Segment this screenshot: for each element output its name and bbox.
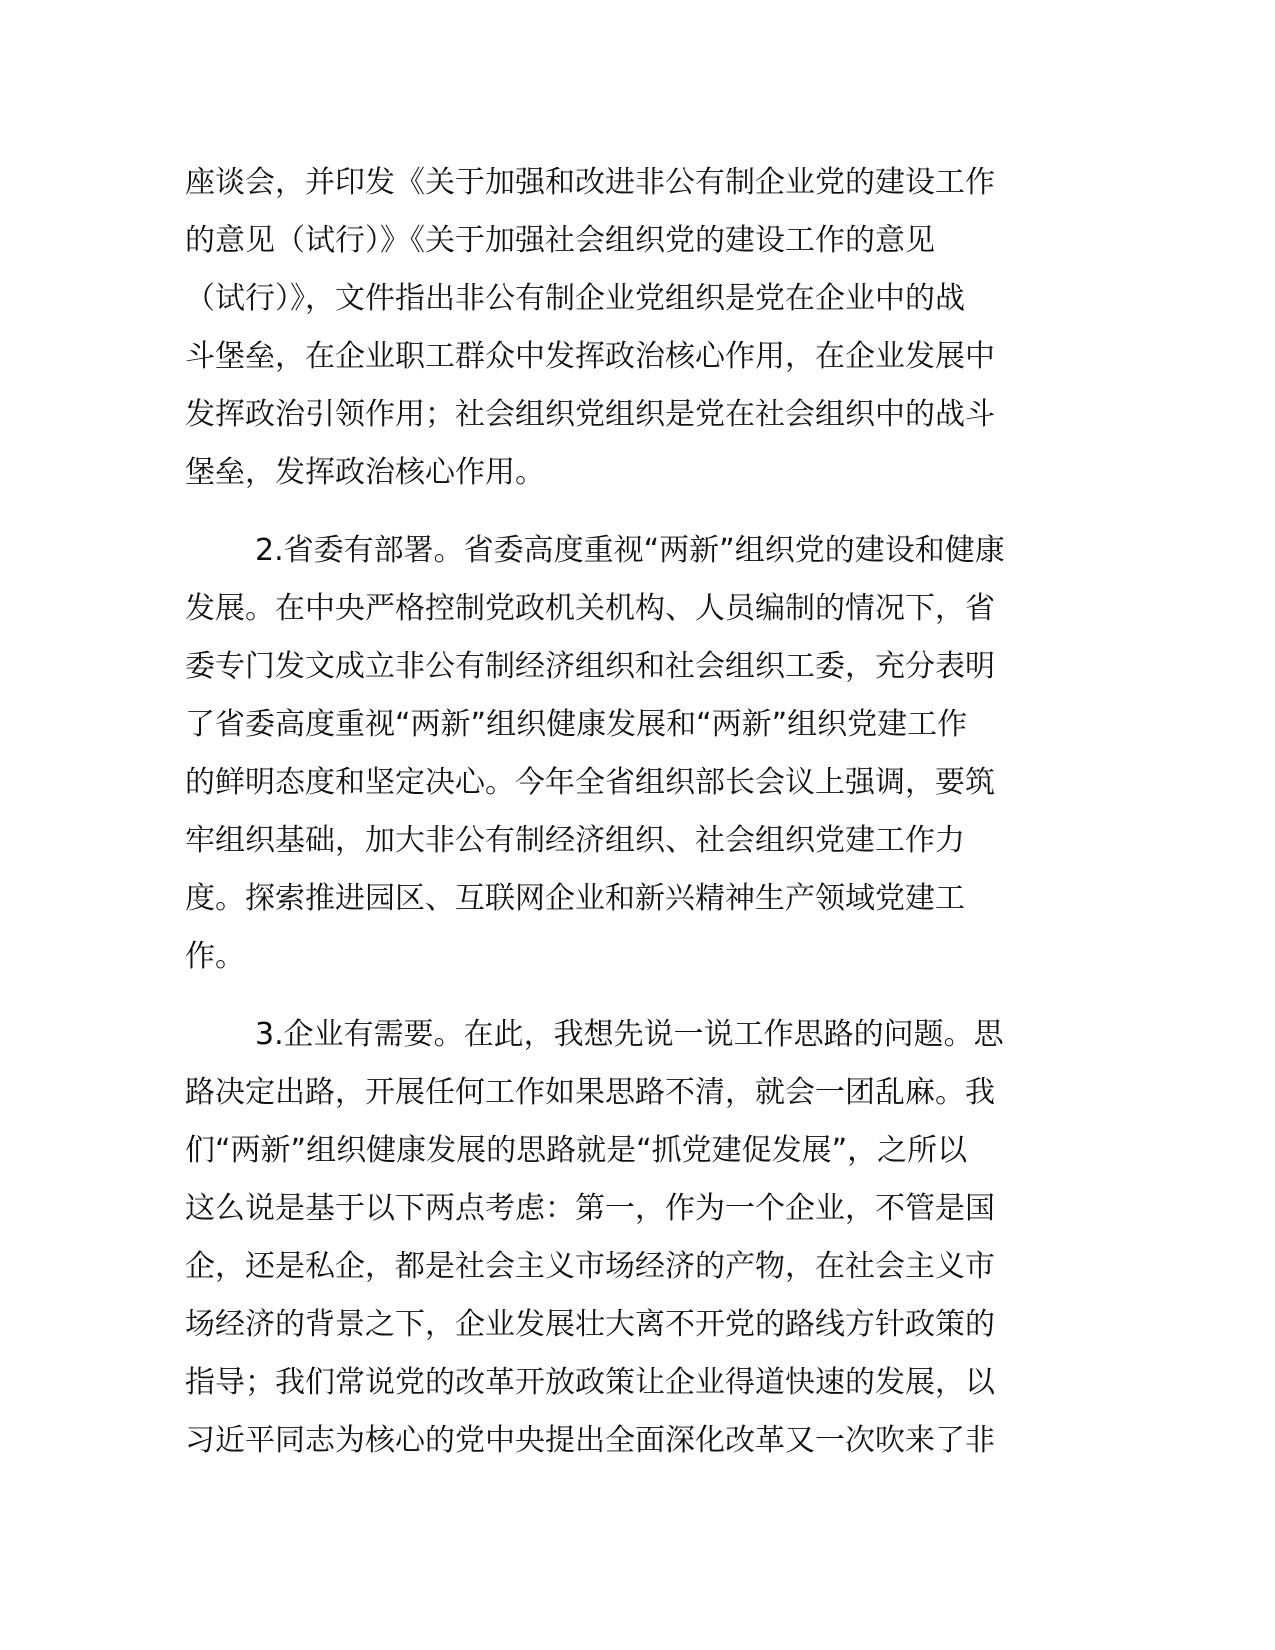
text-line: 指导；我们常说党的改革开放政策让企业得道快速的发展，以 (185, 1365, 995, 1400)
text-line: 们“两新”组织健康发展的思路就是“抓党建促发展”，之所以 (185, 1133, 968, 1168)
text-line: 作。 (185, 939, 245, 974)
paragraph-enterprise-needs (185, 1006, 1095, 1470)
paragraph-gap (185, 986, 1095, 1006)
text-line: 委专门发文成立非公有制经济组织和社会组织工委，充分表明 (185, 649, 995, 684)
text-line: 2.省委有部署。省委高度重视“两新”组织党的建设和健康 (255, 533, 1005, 568)
text-line: （试行）》，文件指出非公有制企业党组织是党在企业中的战 (185, 281, 965, 316)
paragraph-continuation (185, 154, 1095, 502)
text-line: 路决定出路，开展任何工作如果思路不清，就会一团乱麻。我 (185, 1075, 995, 1110)
text-line: 度。探索推进园区、互联网企业和新兴精神生产领域党建工 (185, 881, 965, 916)
text-line: 发挥政治引领作用；社会组织党组织是党在社会组织中的战斗 (185, 397, 995, 432)
text-line: 场经济的背景之下，企业发展壮大离不开党的路线方针政策的 (185, 1307, 995, 1342)
text-line: 的鲜明态度和坚定决心。今年全省组织部长会议上强调，要筑 (185, 765, 995, 800)
text-line: 企，还是私企，都是社会主义市场经济的产物，在社会主义市 (185, 1249, 995, 1284)
text-line: 这么说是基于以下两点考虑：第一，作为一个企业，不管是国 (185, 1191, 995, 1226)
paragraph-gap (185, 502, 1095, 522)
document-body (185, 154, 1095, 1470)
text-line: 发展。在中央严格控制党政机关机构、人员编制的情况下，省 (185, 591, 995, 626)
text-line: 3.企业有需要。在此，我想先说一说工作思路的问题。思 (255, 1017, 1004, 1052)
text-line: 牢组织基础，加大非公有制经济组织、社会组织党建工作力 (185, 823, 965, 858)
text-line: 斗堡垒，在企业职工群众中发挥政治核心作用，在企业发展中 (185, 339, 995, 374)
text-line: 了省委高度重视“两新”组织健康发展和“两新”组织党建工作 (185, 707, 968, 742)
text-line: 的意见（试行）》《关于加强社会组织党的建设工作的意见 (185, 223, 935, 258)
text-line: 习近平同志为核心的党中央提出全面深化改革又一次吹来了非 (185, 1423, 995, 1458)
text-line: 堡垒，发挥政治核心作用。 (185, 455, 545, 490)
text-line: 座谈会，并印发《关于加强和改进非公有制企业党的建设工作 (185, 165, 995, 200)
paragraph-provincial-deployment (185, 522, 1095, 986)
